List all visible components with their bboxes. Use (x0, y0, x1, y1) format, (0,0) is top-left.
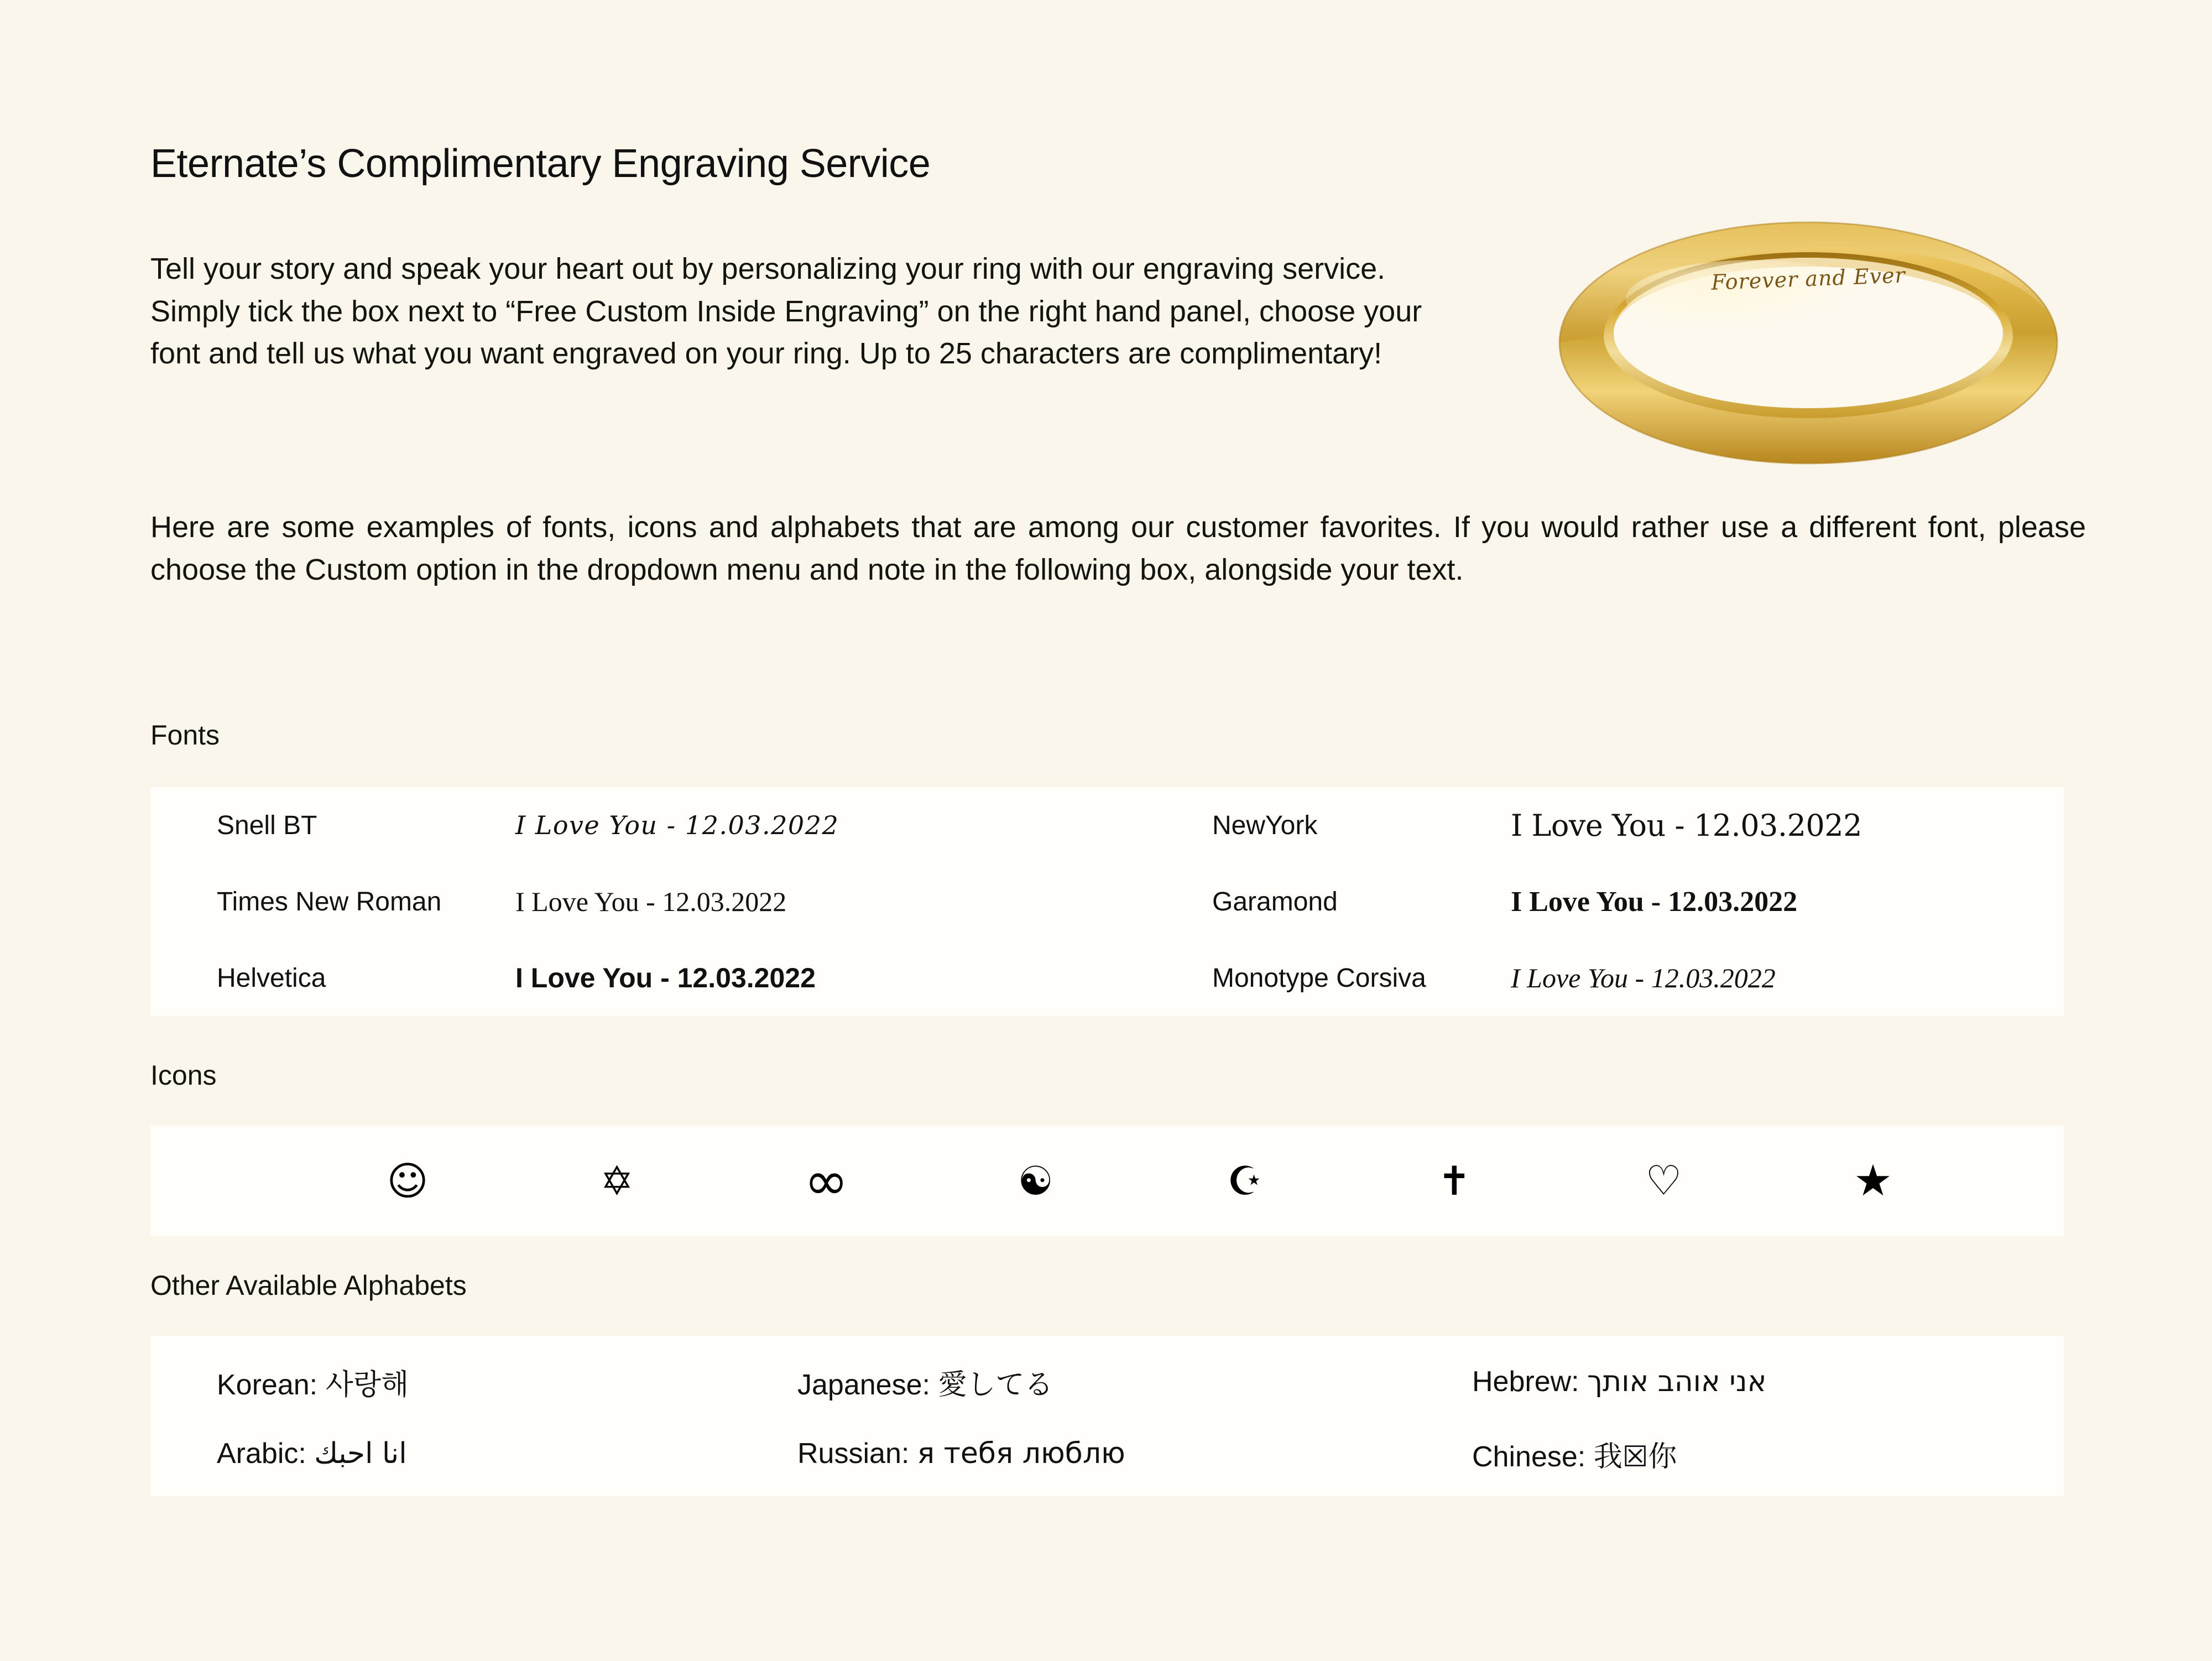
intro-paragraph: Tell your story and speak your heart out by personalizing your ring with our engraving service. Simply tick the box next to “Free Custom Inside Engraving” on the right hand panel, choose your font and tell us what you want engraved on your ring. Up to 25 characters are complimentary! (150, 252, 1422, 371)
font-row-garamond (1146, 863, 2064, 940)
font-sample-times-new-roman: I Love You - 12.03.2022 (515, 886, 787, 917)
star-and-crescent-icon: ☪ (1227, 1158, 1263, 1204)
alphabet-label-korean: Korean: (217, 1368, 318, 1401)
ring-engraving-text: Forever and Ever (1710, 263, 1906, 295)
alphabet-korean (150, 1361, 781, 1403)
icons-row (150, 1126, 2064, 1236)
alphabet-arabic (150, 1437, 781, 1470)
alphabets-grid (150, 1336, 2064, 1496)
alphabet-value-japanese: 愛してる (938, 1368, 1053, 1402)
alphabet-label-hebrew: Hebrew: (1472, 1366, 1579, 1398)
alphabet-russian (781, 1437, 1417, 1470)
star-of-david-icon: ✡ (600, 1158, 634, 1204)
font-name-helvetica: Helvetica (217, 963, 326, 993)
font-row-newyork (1146, 787, 2064, 863)
font-row-snell-bt (150, 787, 1146, 863)
heart-icon: ♡ (1645, 1157, 1682, 1205)
font-name-times-new-roman: Times New Roman (217, 887, 442, 917)
font-name-snell-bt: Snell BT (217, 810, 317, 840)
cross-icon: ✝ (1437, 1158, 1471, 1204)
page-title: Eternate’s Complimentary Engraving Service (150, 142, 931, 186)
font-sample-monotype-corsiva: I Love You - 12.03.2022 (1511, 962, 1776, 993)
alphabets-panel (150, 1336, 2064, 1496)
alphabets-section-label: Other Available Alphabets (150, 1270, 467, 1301)
fonts-section-label: Fonts (150, 720, 220, 751)
font-sample-helvetica: I Love You - 12.03.2022 (515, 962, 816, 993)
alphabet-label-chinese: Chinese: (1472, 1440, 1586, 1473)
alphabet-value-arabic: انا احبك (314, 1437, 407, 1470)
infinity-icon: ∞ (804, 1150, 849, 1212)
font-sample-newyork: I Love You - 12.03.2022 (1511, 808, 1862, 843)
alphabet-value-russian: я тебя люблю (917, 1437, 1125, 1470)
font-sample-snell-bt: I Love You - 12.03.2022 (515, 810, 839, 840)
font-sample-garamond: I Love You - 12.03.2022 (1511, 886, 1798, 918)
alphabet-label-japanese: Japanese: (797, 1368, 930, 1401)
star-icon: ★ (1853, 1156, 1892, 1206)
secondary-paragraph: Here are some examples of fonts, icons and alphabets that are among our customer favorites. If you would rather use a different font, please choose the Custom option in the dropdown menu and note in the following box, alongside your text. (150, 511, 2086, 586)
engraved-ring-image (1543, 205, 2074, 476)
alphabet-value-chinese: 我☒你 (1593, 1440, 1677, 1473)
font-name-monotype-corsiva: Monotype Corsiva (1212, 963, 1426, 993)
alphabet-label-russian: Russian: (797, 1438, 910, 1470)
font-row-times-new-roman (150, 863, 1146, 940)
font-name-newyork: NewYork (1212, 810, 1318, 840)
alphabet-japanese (781, 1361, 1417, 1403)
alphabet-value-korean: 사랑해 (325, 1368, 409, 1402)
icons-section-label: Icons (150, 1060, 217, 1091)
yin-yang-icon: ☯ (1018, 1158, 1053, 1204)
alphabet-hebrew (1417, 1365, 2064, 1398)
font-row-monotype-corsiva (1146, 940, 2064, 1016)
alphabet-label-arabic: Arabic: (217, 1438, 306, 1470)
font-name-garamond: Garamond (1212, 887, 1338, 917)
alphabet-value-hebrew: אני אוהב אותך (1587, 1365, 1767, 1398)
fonts-panel (150, 787, 2064, 1016)
alphabet-chinese (1417, 1433, 2064, 1475)
font-row-helvetica (150, 940, 1146, 1016)
ring-illustration (1543, 205, 2074, 476)
icons-panel (150, 1126, 2064, 1236)
fonts-grid (150, 787, 2064, 1016)
smiley-icon: ☺ (387, 1158, 429, 1204)
